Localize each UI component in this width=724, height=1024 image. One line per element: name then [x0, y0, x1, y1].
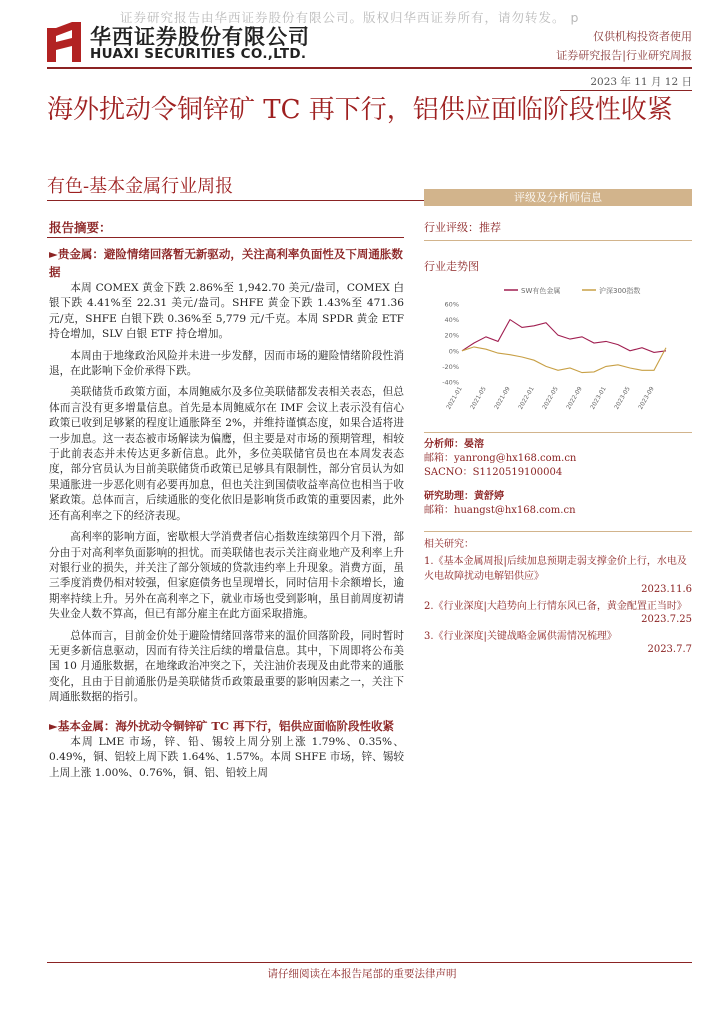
report-subtitle: 有色-基本金属行业周报	[47, 176, 234, 197]
x-tick-label: 2022-05	[541, 385, 560, 411]
chart-rule	[424, 432, 692, 433]
analyst-block	[424, 438, 692, 518]
analyst-sac: SACNO：S1120519100004	[424, 467, 563, 478]
legend-label: SW有色金属	[521, 287, 561, 295]
x-tick-label: 2021-09	[493, 385, 512, 411]
x-tick-label: 2021-01	[445, 385, 464, 411]
paragraph: 高利率的影响方面，密歇根大学消费者信心指数连续第四个月下滑，部分由于对高利率负面影响的担忧。而美联储也表示关注商业地产及利率上升对银行业的损失，并关注了部分领域的贷款违约率上升现象。消费方面，虽三季度消费仍相对较强，但家庭债务也呈现增长，同时信用卡余额增长，逾期率持续上升。另外在高利率之下，就业市场也受到影响，虽目前周度初请失业金人数不算高，但已有部分雇主在此方面采取措施。	[49, 531, 404, 621]
industry-trend-chart	[434, 282, 674, 422]
x-tick-label: 2021-05	[469, 385, 488, 411]
rating-rule	[424, 240, 692, 241]
y-tick-label: -20%	[442, 362, 459, 371]
x-tick-label: 2023-01	[589, 385, 608, 411]
analyst-email: 邮箱：yanrong@hx168.com.cn	[424, 453, 577, 464]
legend-label: 沪深300指数	[599, 287, 641, 295]
assistant-email: 邮箱：huangst@hx168.com.cn	[424, 505, 576, 516]
header-rule	[47, 67, 692, 69]
date-rule	[560, 90, 692, 91]
series-line	[462, 320, 666, 353]
y-tick-label: 60%	[444, 300, 459, 309]
summary-label: 报告摘要：	[49, 220, 112, 235]
paragraph: 本周 COMEX 黄金下跌 2.86%至 1,942.70 美元/盎司，COMEX 白银下跌 4.41%至 22.31 美元/盎司。SHFE 黄金下跌 1.43%至 471.36 元/克，SHFE 白银下跌 0.36%至 5,779 元/千克。本周 SPDR 黄金 ETF 持仓增加，SLV 白银 ETF 持仓增加。	[49, 282, 404, 341]
related-research	[424, 537, 692, 655]
assistant-name: 研究助理：黄舒婷	[424, 491, 504, 502]
related-item[interactable]: 3.《行业深度|关键战略金属供需情况梳理》	[424, 631, 617, 642]
summary-body	[49, 246, 404, 781]
rating-analyst-header: 评级及分析师信息	[424, 189, 692, 206]
section-title-precious: ►贵金属：避险情绪回落暂无新驱动，关注高利率负面性及下周通胀数据	[49, 247, 403, 279]
trend-label: 行业走势图	[424, 260, 479, 273]
related-label: 相关研究：	[424, 539, 474, 550]
analyst-name: 分析师：晏溶	[424, 439, 484, 450]
huaxi-logo-icon	[47, 22, 81, 62]
report-title: 海外扰动令铜锌矿 TC 再下行，铝供应面临阶段性收紧	[47, 95, 673, 125]
related-date: 2023.7.25	[641, 614, 692, 625]
y-tick-label: 0%	[448, 347, 459, 356]
y-tick-label: -40%	[442, 378, 459, 387]
paragraph: 本周由于地缘政治风险并未进一步发酵，因而市场的避险情绪阶段性消退，在此影响下金价承得下跌。	[49, 349, 404, 378]
company-name-en: HUAXI SECURITIES CO.,LTD.	[90, 46, 307, 62]
watermark: 证券研究报告由华西证券股份有限公司。版权归华西证券所有，请勿转发。 p	[120, 10, 580, 25]
analyst-rule	[424, 531, 692, 532]
paragraph: 本周 LME 市场，锌、铅、锡较上周分别上涨 1.79%、0.35%、0.49%，铜、铝较上周下跌 1.64%、1.57%。本周 SHFE 市场，锌、锡较上周上涨 1.00%、0.76%，铜、铝、铅较上周	[49, 736, 404, 779]
related-date: 2023.7.7	[647, 644, 692, 655]
y-tick-label: 40%	[444, 316, 459, 325]
y-tick-label: 20%	[444, 331, 459, 340]
x-tick-label: 2022-01	[517, 385, 536, 411]
audience-note: 仅供机构投资者使用	[593, 30, 692, 43]
paragraph: 总体而言，目前金价处于避险情绪回落带来的温价回落阶段，同时暂时无更多新信息驱动，因而有待关注后续的增量信息。其中，下周即将公布美国 10 月通胀数据，在地缘政治冲突之下，关注油价表现及由此带来的通胀变化，且由于目前通胀仍是美联储货币政策最重要的影响因素之一，关注下周通胀数据的指引。	[49, 629, 404, 704]
footer-rule	[47, 962, 692, 963]
related-date: 2023.11.6	[641, 584, 692, 595]
series-line	[462, 347, 666, 373]
company-name-cn: 华西证券股份有限公司	[90, 25, 310, 49]
report-date: 2023 年 11 月 12 日	[590, 76, 692, 88]
related-item[interactable]: 1.《基本金属周报|后续加息预期走弱支撑金价上行，水电及火电故障扰动电解铝供应》	[424, 556, 687, 582]
x-tick-label: 2022-09	[565, 385, 584, 411]
legal-footer: 请仔细阅读在本报告尾部的重要法律声明	[267, 968, 457, 980]
related-item[interactable]: 2.《行业深度|大趋势向上行情东风已备，黄金配置正当时》	[424, 601, 687, 612]
paragraph: 美联储货币政策方面，本周鲍威尔及多位美联储都发表相关表态，但总体而言没有更多增量信息。首先是本周鲍威尔在 IMF 会议上表示没有信心政策已收到足够紧的程度让通胀降至 2%，并维持谨慎态度，如果合适将进一步加息。这一表态被市场解读为偏鹰，但主要是对市场的预期管理，相较于此前表态并未传达更多新信息。此外，多位美联储官员也在本周发表态度，部分官员认为目前美联储货币政策已足够具有限制性，部分官员认为如果通胀进一步恶化则有必要再加息，但也关注到国债收益率高位也相当于收紧政策。总体而言，后续通胀的变化依旧是影响货币政策的重要因素，此外还有高利率之下的经济表现。	[49, 386, 404, 522]
rating-value: 推荐	[479, 221, 501, 234]
report-type: 证券研究报告|行业研究周报	[556, 49, 692, 62]
section-title-base-metals: ►基本金属：海外扰动令铜锌矿 TC 再下行，铝供应面临阶段性收紧	[49, 718, 395, 733]
rating-label: 行业评级：	[424, 221, 479, 234]
x-tick-label: 2023-05	[613, 385, 632, 411]
x-tick-label: 2023-09	[637, 385, 656, 411]
summary-rule	[47, 237, 404, 238]
rating-row	[424, 216, 692, 235]
